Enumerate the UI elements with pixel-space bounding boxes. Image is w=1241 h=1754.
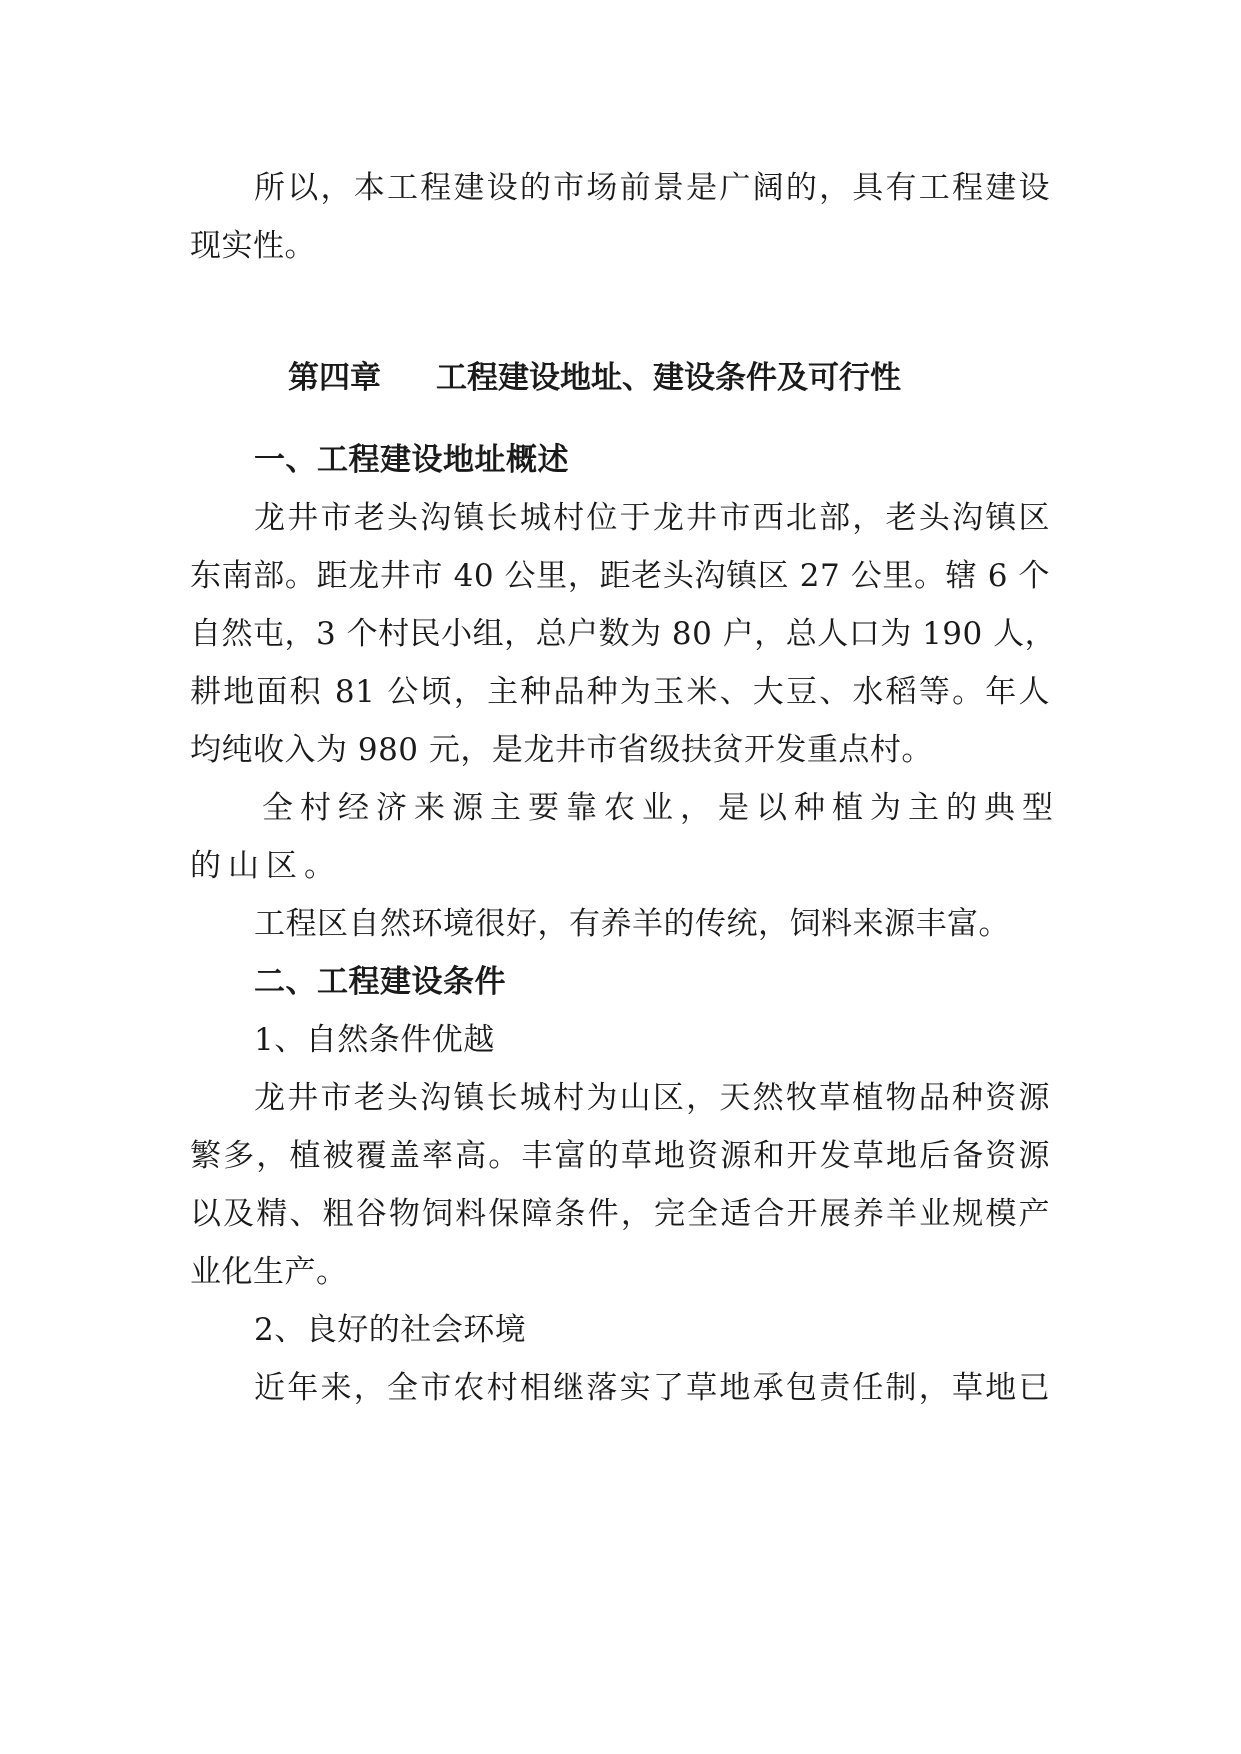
section1-para2-line2: 的山区。 <box>190 848 342 884</box>
chapter-title: 工程建设地址、建设条件及可行性 <box>436 360 901 396</box>
section-heading-1: 一、工程建设地址概述 <box>254 442 569 478</box>
section1-para1-line5: 均纯收入为 980 元，是龙井市省级扶贫开发重点村。 <box>190 732 933 768</box>
item1-line1: 龙井市老头沟镇长城村为山区，天然牧草植物品种资源 <box>254 1080 1050 1116</box>
item2-line1: 近年来，全市农村相继落实了草地承包责任制，草地已 <box>254 1370 1050 1406</box>
chapter-number: 第四章 <box>288 360 381 396</box>
item1-line3: 以及精、粗谷物饲料保障条件，完全适合开展养羊业规模产 <box>190 1196 1050 1232</box>
item1-line4: 业化生产。 <box>190 1254 348 1290</box>
section1-para1-line2: 东南部。距龙井市 40 公里，距老头沟镇区 27 公里。辖 6 个 <box>190 558 1050 594</box>
section1-para1-line4: 耕地面积 81 公顷，主种品种为玉米、大豆、水稻等。年人 <box>190 674 1050 710</box>
section1-para2-line1: 全村经济来源主要靠农业，是以种植为主的典型 <box>262 790 1060 826</box>
section1-para1-line3: 自然屯，3 个村民小组，总户数为 80 户，总人口为 190 人， <box>190 616 1057 652</box>
intro-line-2: 现实性。 <box>190 228 316 264</box>
section1-para1-line1: 龙井市老头沟镇长城村位于龙井市西北部，老头沟镇区 <box>254 500 1050 536</box>
intro-line-1: 所以，本工程建设的市场前景是广阔的，具有工程建设 <box>254 170 1050 206</box>
item1-line2: 繁多，植被覆盖率高。丰富的草地资源和开发草地后备资源 <box>190 1138 1050 1174</box>
item1-title: 1、自然条件优越 <box>254 1022 495 1058</box>
section1-para3-line1: 工程区自然环境很好，有养羊的传统，饲料来源丰富。 <box>254 906 1010 942</box>
item2-title: 2、良好的社会环境 <box>254 1312 527 1348</box>
section-heading-2: 二、工程建设条件 <box>254 964 506 1000</box>
